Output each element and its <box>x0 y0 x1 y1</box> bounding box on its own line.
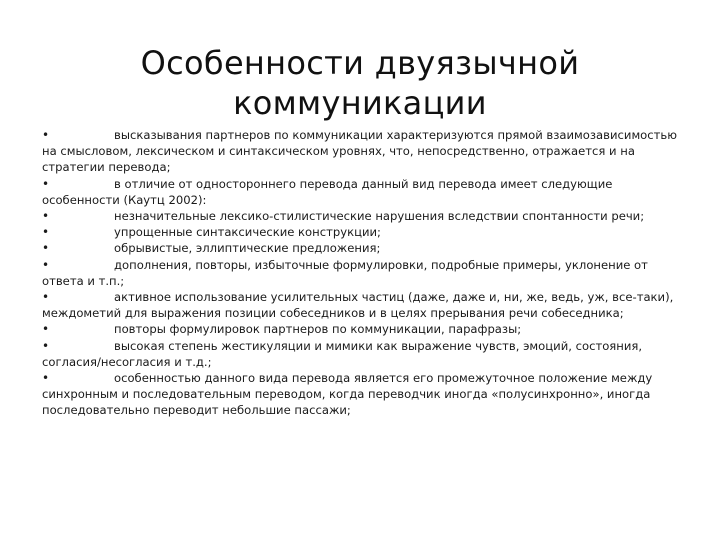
bullet-icon: • <box>42 371 50 386</box>
title-line-1: Особенности двуязычной <box>140 44 580 83</box>
bullet-icon: • <box>42 209 50 224</box>
bullet-icon: • <box>42 225 50 240</box>
list-item-text: высокая степень жестикуляции и мимики как выражение чувств, эмоций, состояния, согласия/несогласия и т.д.; <box>42 338 643 369</box>
list-item-text: высказывания партнеров по коммуникации характеризуются прямой взаимозависимостью на смысловом, лексическом и синтаксическом уровнях, что, непосредственно, отражается и на стратегии перевода; <box>42 128 677 175</box>
bullet-icon: • <box>42 241 50 256</box>
list-item <box>42 321 682 337</box>
bullet-list <box>42 127 682 419</box>
list-item <box>42 240 682 256</box>
list-item <box>42 370 682 419</box>
bullet-icon: • <box>42 322 50 337</box>
list-item-text: обрывистые, эллиптические предложения; <box>114 241 381 256</box>
title-line-2: коммуникации <box>233 84 487 123</box>
list-item <box>42 257 682 289</box>
list-item-text: активное использование усилительных частиц (даже, даже и, ни, же, ведь, уж, все-таки), междометий для выражения позиции собеседников и в целях прерывания речи собеседника; <box>42 290 674 321</box>
list-item-text: упрощенные синтаксические конструкции; <box>114 225 381 240</box>
list-item <box>42 176 682 208</box>
bullet-icon: • <box>42 338 50 353</box>
slide-title <box>80 43 640 123</box>
bullet-icon: • <box>42 176 50 191</box>
bullet-icon: • <box>42 290 50 305</box>
list-item-text: в отличие от одностороннего перевода данный вид перевода имеет следующие особенности (Каутц 2002): <box>42 176 613 207</box>
list-item <box>42 224 682 240</box>
list-item-text: незначительные лексико-стилистические нарушения вследствии спонтанности речи; <box>114 209 645 224</box>
bullet-icon: • <box>42 128 50 142</box>
bullet-icon: • <box>42 257 50 272</box>
list-item-text: повторы формулировок партнеров по коммуникации, парафразы; <box>114 322 522 337</box>
list-item <box>42 208 682 224</box>
list-item-text: особенностью данного вида перевода является его промежуточное положение между синхронным и последовательным переводом, когда переводчик иногда «полусинхронно», иногда последовательно переводит небольшие пассажи; <box>42 371 653 418</box>
list-item <box>42 127 682 176</box>
list-item <box>42 289 682 321</box>
list-item <box>42 338 682 370</box>
list-item-text: дополнения, повторы, избыточные формулировки, подробные примеры, уклонение от ответа и т.п.; <box>42 257 648 288</box>
